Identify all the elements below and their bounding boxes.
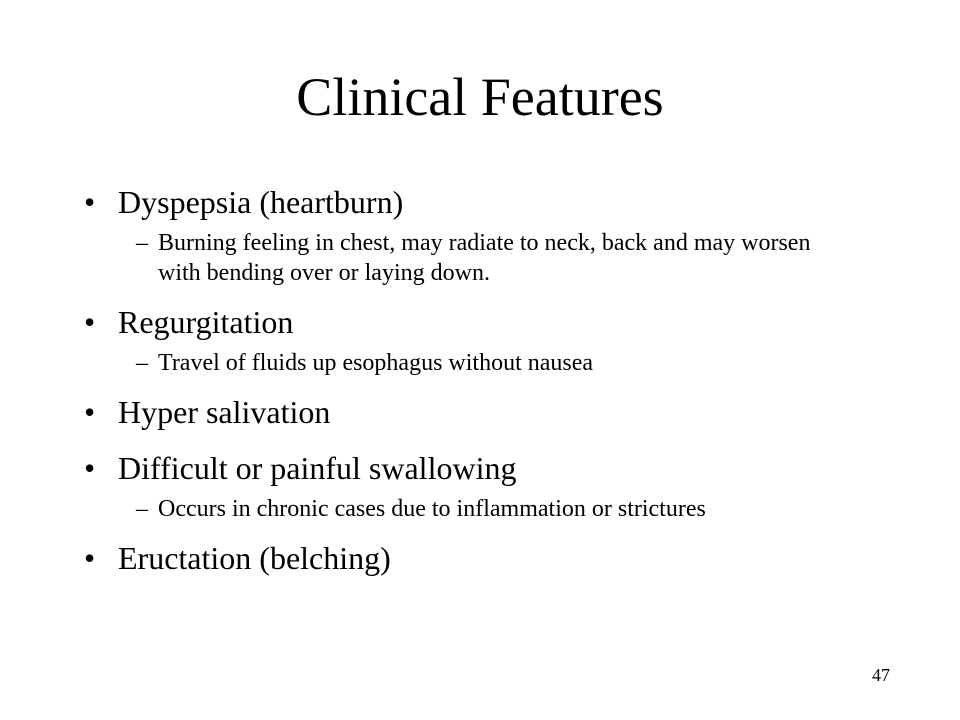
bullet-list — [84, 180, 884, 580]
sub-bullet-item — [84, 228, 884, 288]
dash-marker: – — [136, 230, 148, 256]
dash-marker: – — [136, 350, 148, 376]
bullet-item: • Regurgitation — [84, 300, 884, 344]
slide-title: Clinical Features — [296, 67, 664, 127]
bullet-item: • Difficult or painful swallowing — [84, 446, 884, 490]
sub-bullet-item — [84, 494, 884, 524]
sub-bullet-item — [84, 348, 884, 378]
sub-bullet-text: Travel of fluids up esophagus without nausea — [158, 350, 594, 376]
sub-bullet-text: Occurs in chronic cases due to inflammation or strictures — [158, 496, 706, 522]
bullet-item: • Eructation (belching) — [84, 536, 884, 580]
sub-bullet-text: Burning feeling in chest, may radiate to neck, back and may worsen with bending over or laying down. — [158, 230, 811, 286]
bullet-item: • Dyspepsia (heartburn) — [84, 180, 884, 224]
page-number: 47 — [872, 665, 890, 685]
dash-marker: – — [136, 496, 148, 522]
bullet-item: • Hyper salivation — [84, 390, 884, 434]
